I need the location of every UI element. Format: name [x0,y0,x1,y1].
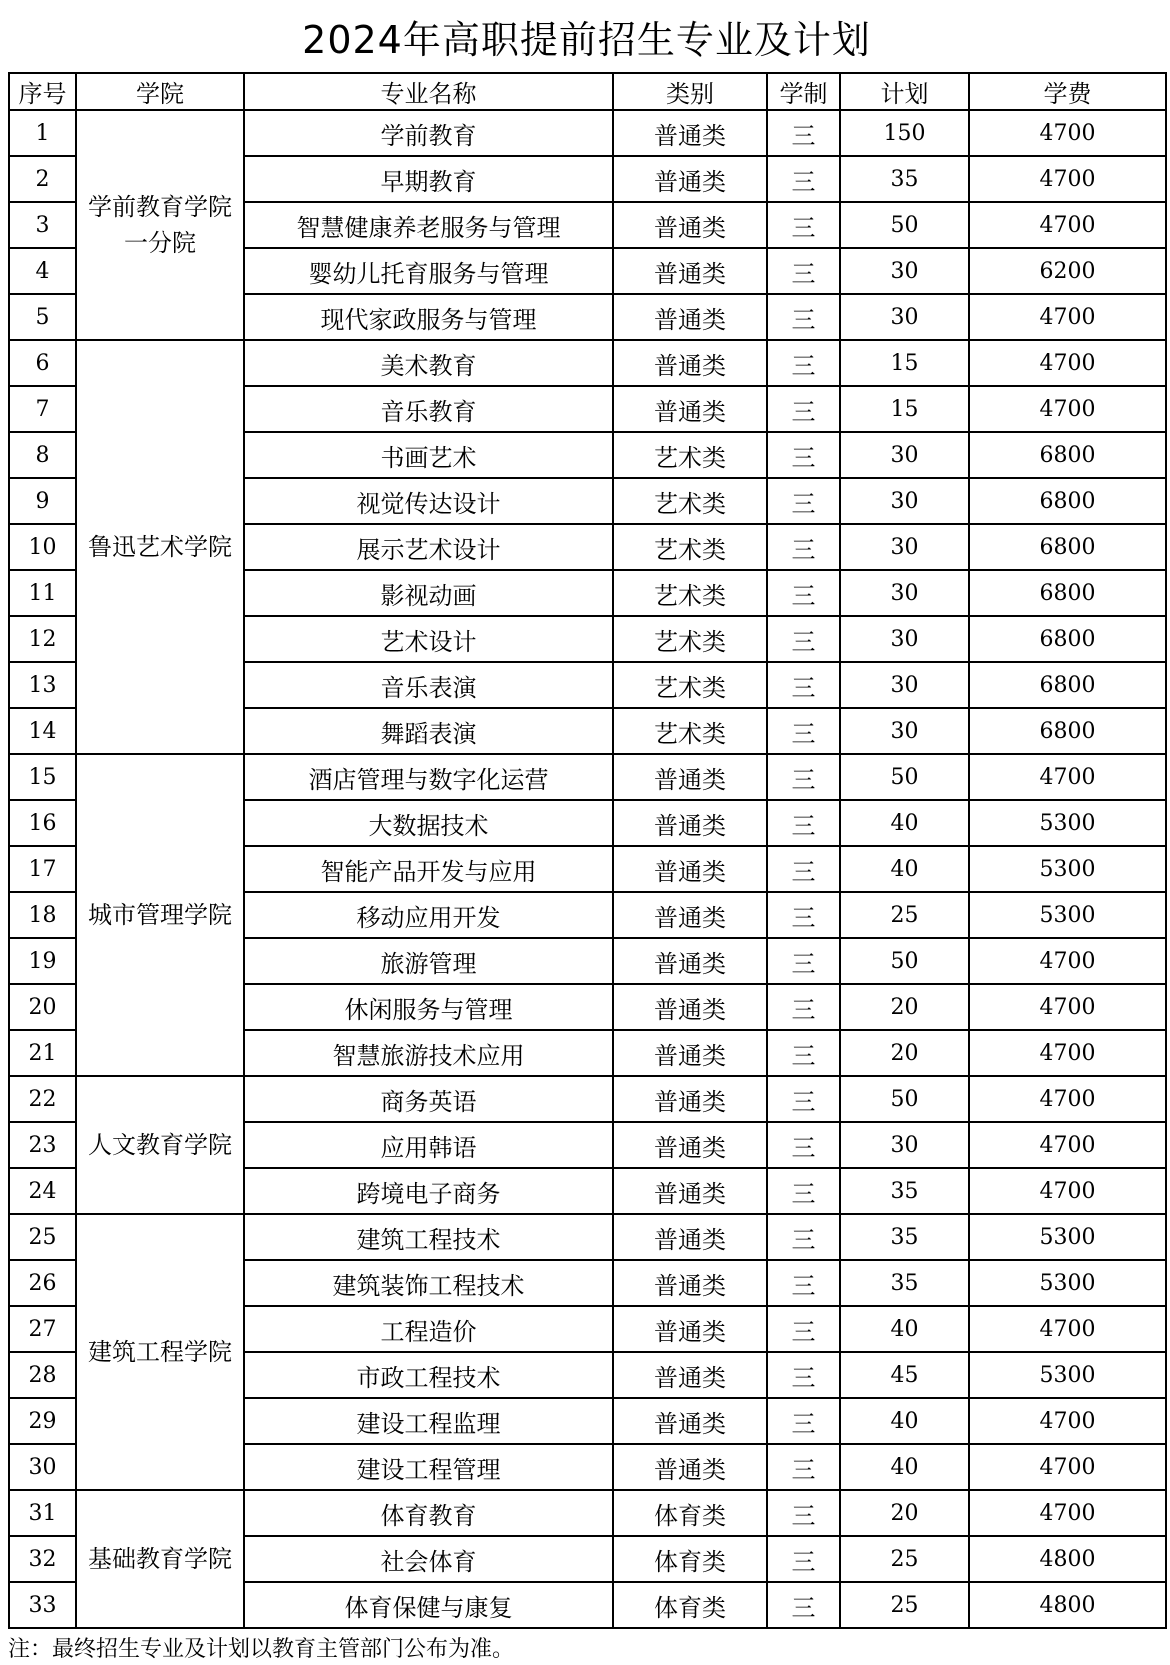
cell-duration: 三 [767,478,840,524]
cell-college: 鲁迅艺术学院 [76,340,244,754]
cell-plan: 40 [840,1398,969,1444]
table-row [9,1214,1166,1260]
cell-tuition: 5300 [969,1214,1166,1260]
cell-tuition: 4700 [969,1444,1166,1490]
cell-major: 舞蹈表演 [244,708,613,754]
cell-plan: 40 [840,1444,969,1490]
header-row [9,73,1166,110]
cell-category: 普通类 [613,846,767,892]
cell-major: 移动应用开发 [244,892,613,938]
cell-category: 艺术类 [613,432,767,478]
cell-plan: 45 [840,1352,969,1398]
cell-major: 休闲服务与管理 [244,984,613,1030]
cell-duration: 三 [767,1214,840,1260]
cell-major: 智慧健康养老服务与管理 [244,202,613,248]
cell-tuition: 5300 [969,1260,1166,1306]
table-row [9,1490,1166,1536]
cell-college: 人文教育学院 [76,1076,244,1214]
cell-plan: 35 [840,1260,969,1306]
cell-duration: 三 [767,156,840,202]
cell-plan: 50 [840,938,969,984]
cell-plan: 150 [840,110,969,156]
cell-category: 普通类 [613,1306,767,1352]
cell-category: 普通类 [613,340,767,386]
cell-category: 普通类 [613,110,767,156]
cell-tuition: 5300 [969,1352,1166,1398]
cell-tuition: 4700 [969,156,1166,202]
footnote: 注：最终招生专业及计划以教育主管部门公布为准。 [8,1637,515,1662]
cell-plan: 15 [840,340,969,386]
cell-category: 艺术类 [613,616,767,662]
cell-index: 3 [9,202,76,248]
cell-tuition: 4700 [969,1168,1166,1214]
cell-category: 普通类 [613,1168,767,1214]
cell-major: 市政工程技术 [244,1352,613,1398]
cell-duration: 三 [767,110,840,156]
cell-major: 书画艺术 [244,432,613,478]
cell-index: 11 [9,570,76,616]
cell-major: 艺术设计 [244,616,613,662]
cell-category: 普通类 [613,984,767,1030]
cell-major: 音乐表演 [244,662,613,708]
cell-index: 19 [9,938,76,984]
cell-duration: 三 [767,386,840,432]
cell-category: 艺术类 [613,524,767,570]
cell-category: 普通类 [613,1444,767,1490]
cell-index: 26 [9,1260,76,1306]
cell-plan: 20 [840,984,969,1030]
cell-category: 艺术类 [613,708,767,754]
cell-major: 应用韩语 [244,1122,613,1168]
cell-major: 学前教育 [244,110,613,156]
cell-duration: 三 [767,616,840,662]
cell-index: 14 [9,708,76,754]
cell-tuition: 4700 [969,1030,1166,1076]
header-category: 类别 [613,73,767,110]
cell-plan: 25 [840,1582,969,1628]
cell-plan: 40 [840,1306,969,1352]
cell-duration: 三 [767,846,840,892]
cell-index: 30 [9,1444,76,1490]
cell-plan: 35 [840,1168,969,1214]
cell-tuition: 6800 [969,570,1166,616]
cell-index: 8 [9,432,76,478]
cell-plan: 40 [840,800,969,846]
header-major: 专业名称 [244,73,613,110]
cell-duration: 三 [767,1168,840,1214]
cell-major: 体育教育 [244,1490,613,1536]
cell-category: 普通类 [613,156,767,202]
cell-major: 社会体育 [244,1536,613,1582]
cell-major: 现代家政服务与管理 [244,294,613,340]
cell-index: 6 [9,340,76,386]
cell-duration: 三 [767,340,840,386]
cell-category: 普通类 [613,1076,767,1122]
cell-tuition: 4700 [969,938,1166,984]
cell-index: 18 [9,892,76,938]
table-row [9,110,1166,156]
cell-category: 体育类 [613,1536,767,1582]
cell-duration: 三 [767,294,840,340]
cell-tuition: 4700 [969,1076,1166,1122]
cell-college: 基础教育学院 [76,1490,244,1628]
header-duration: 学制 [767,73,840,110]
cell-index: 27 [9,1306,76,1352]
cell-duration: 三 [767,1306,840,1352]
enrollment-table [8,72,1167,1629]
cell-major: 建筑装饰工程技术 [244,1260,613,1306]
cell-index: 31 [9,1490,76,1536]
cell-tuition: 4700 [969,1306,1166,1352]
cell-category: 普通类 [613,1398,767,1444]
cell-plan: 40 [840,846,969,892]
cell-category: 普通类 [613,938,767,984]
cell-duration: 三 [767,1260,840,1306]
cell-category: 普通类 [613,1030,767,1076]
cell-plan: 30 [840,616,969,662]
cell-category: 普通类 [613,754,767,800]
cell-duration: 三 [767,1030,840,1076]
cell-category: 普通类 [613,1352,767,1398]
cell-plan: 30 [840,294,969,340]
cell-major: 建设工程监理 [244,1398,613,1444]
cell-duration: 三 [767,1398,840,1444]
header-college: 学院 [76,73,244,110]
cell-major: 早期教育 [244,156,613,202]
cell-duration: 三 [767,662,840,708]
cell-category: 普通类 [613,892,767,938]
cell-tuition: 6800 [969,662,1166,708]
table-body [9,110,1166,1628]
cell-college: 城市管理学院 [76,754,244,1076]
cell-duration: 三 [767,1122,840,1168]
cell-duration: 三 [767,432,840,478]
cell-duration: 三 [767,1076,840,1122]
cell-plan: 30 [840,1122,969,1168]
cell-plan: 20 [840,1030,969,1076]
cell-tuition: 6800 [969,708,1166,754]
cell-index: 5 [9,294,76,340]
cell-major: 婴幼儿托育服务与管理 [244,248,613,294]
cell-plan: 30 [840,524,969,570]
cell-index: 33 [9,1582,76,1628]
cell-duration: 三 [767,248,840,294]
cell-major: 旅游管理 [244,938,613,984]
cell-index: 24 [9,1168,76,1214]
cell-category: 普通类 [613,800,767,846]
cell-duration: 三 [767,1536,840,1582]
cell-index: 32 [9,1536,76,1582]
cell-category: 艺术类 [613,662,767,708]
cell-index: 25 [9,1214,76,1260]
cell-major: 体育保健与康复 [244,1582,613,1628]
cell-index: 29 [9,1398,76,1444]
cell-index: 13 [9,662,76,708]
cell-college: 建筑工程学院 [76,1214,244,1490]
cell-duration: 三 [767,1352,840,1398]
cell-major: 智能产品开发与应用 [244,846,613,892]
cell-tuition: 4700 [969,1490,1166,1536]
cell-category: 普通类 [613,1214,767,1260]
page-title: 2024年高职提前招生专业及计划 [302,17,871,62]
cell-category: 普通类 [613,202,767,248]
cell-category: 艺术类 [613,478,767,524]
cell-tuition: 4700 [969,202,1166,248]
cell-index: 7 [9,386,76,432]
cell-plan: 30 [840,662,969,708]
cell-duration: 三 [767,1490,840,1536]
cell-plan: 30 [840,708,969,754]
cell-college: 学前教育学院一分院 [76,110,244,340]
cell-duration: 三 [767,524,840,570]
cell-index: 10 [9,524,76,570]
cell-duration: 三 [767,1582,840,1628]
header-tuition: 学费 [969,73,1166,110]
cell-plan: 35 [840,156,969,202]
cell-tuition: 6800 [969,432,1166,478]
cell-major: 智慧旅游技术应用 [244,1030,613,1076]
cell-index: 28 [9,1352,76,1398]
cell-major: 建筑工程技术 [244,1214,613,1260]
cell-index: 4 [9,248,76,294]
table-row [9,754,1166,800]
cell-major: 大数据技术 [244,800,613,846]
cell-tuition: 6200 [969,248,1166,294]
cell-plan: 25 [840,892,969,938]
cell-tuition: 4700 [969,294,1166,340]
cell-category: 体育类 [613,1582,767,1628]
cell-major: 视觉传达设计 [244,478,613,524]
table-row [9,340,1166,386]
cell-plan: 20 [840,1490,969,1536]
cell-index: 2 [9,156,76,202]
cell-index: 17 [9,846,76,892]
cell-tuition: 5300 [969,800,1166,846]
cell-plan: 50 [840,202,969,248]
cell-index: 1 [9,110,76,156]
cell-major: 跨境电子商务 [244,1168,613,1214]
cell-tuition: 4700 [969,110,1166,156]
cell-category: 普通类 [613,248,767,294]
cell-category: 艺术类 [613,570,767,616]
header-index: 序号 [9,73,76,110]
cell-tuition: 4700 [969,386,1166,432]
cell-index: 16 [9,800,76,846]
cell-duration: 三 [767,800,840,846]
cell-major: 酒店管理与数字化运营 [244,754,613,800]
cell-index: 9 [9,478,76,524]
cell-index: 12 [9,616,76,662]
cell-plan: 50 [840,1076,969,1122]
cell-index: 20 [9,984,76,1030]
cell-tuition: 4700 [969,1122,1166,1168]
cell-tuition: 4800 [969,1536,1166,1582]
cell-plan: 30 [840,570,969,616]
cell-plan: 25 [840,1536,969,1582]
cell-plan: 30 [840,248,969,294]
cell-tuition: 6800 [969,616,1166,662]
cell-major: 建设工程管理 [244,1444,613,1490]
cell-plan: 30 [840,478,969,524]
cell-plan: 35 [840,1214,969,1260]
cell-major: 商务英语 [244,1076,613,1122]
cell-major: 工程造价 [244,1306,613,1352]
cell-duration: 三 [767,984,840,1030]
cell-category: 普通类 [613,1260,767,1306]
cell-tuition: 6800 [969,524,1166,570]
cell-tuition: 6800 [969,478,1166,524]
cell-duration: 三 [767,1444,840,1490]
header-plan: 计划 [840,73,969,110]
cell-index: 23 [9,1122,76,1168]
cell-tuition: 4700 [969,1398,1166,1444]
cell-index: 15 [9,754,76,800]
cell-plan: 50 [840,754,969,800]
cell-major: 美术教育 [244,340,613,386]
cell-tuition: 4800 [969,1582,1166,1628]
cell-duration: 三 [767,938,840,984]
cell-tuition: 4700 [969,754,1166,800]
cell-index: 22 [9,1076,76,1122]
cell-major: 展示艺术设计 [244,524,613,570]
cell-tuition: 4700 [969,984,1166,1030]
cell-duration: 三 [767,892,840,938]
cell-category: 普通类 [613,386,767,432]
cell-tuition: 5300 [969,892,1166,938]
cell-duration: 三 [767,570,840,616]
cell-duration: 三 [767,754,840,800]
cell-tuition: 5300 [969,846,1166,892]
cell-plan: 30 [840,432,969,478]
cell-category: 体育类 [613,1490,767,1536]
cell-category: 普通类 [613,1122,767,1168]
table-row [9,1076,1166,1122]
cell-tuition: 4700 [969,340,1166,386]
cell-index: 21 [9,1030,76,1076]
cell-major: 影视动画 [244,570,613,616]
cell-duration: 三 [767,708,840,754]
cell-plan: 15 [840,386,969,432]
cell-major: 音乐教育 [244,386,613,432]
cell-category: 普通类 [613,294,767,340]
cell-duration: 三 [767,202,840,248]
